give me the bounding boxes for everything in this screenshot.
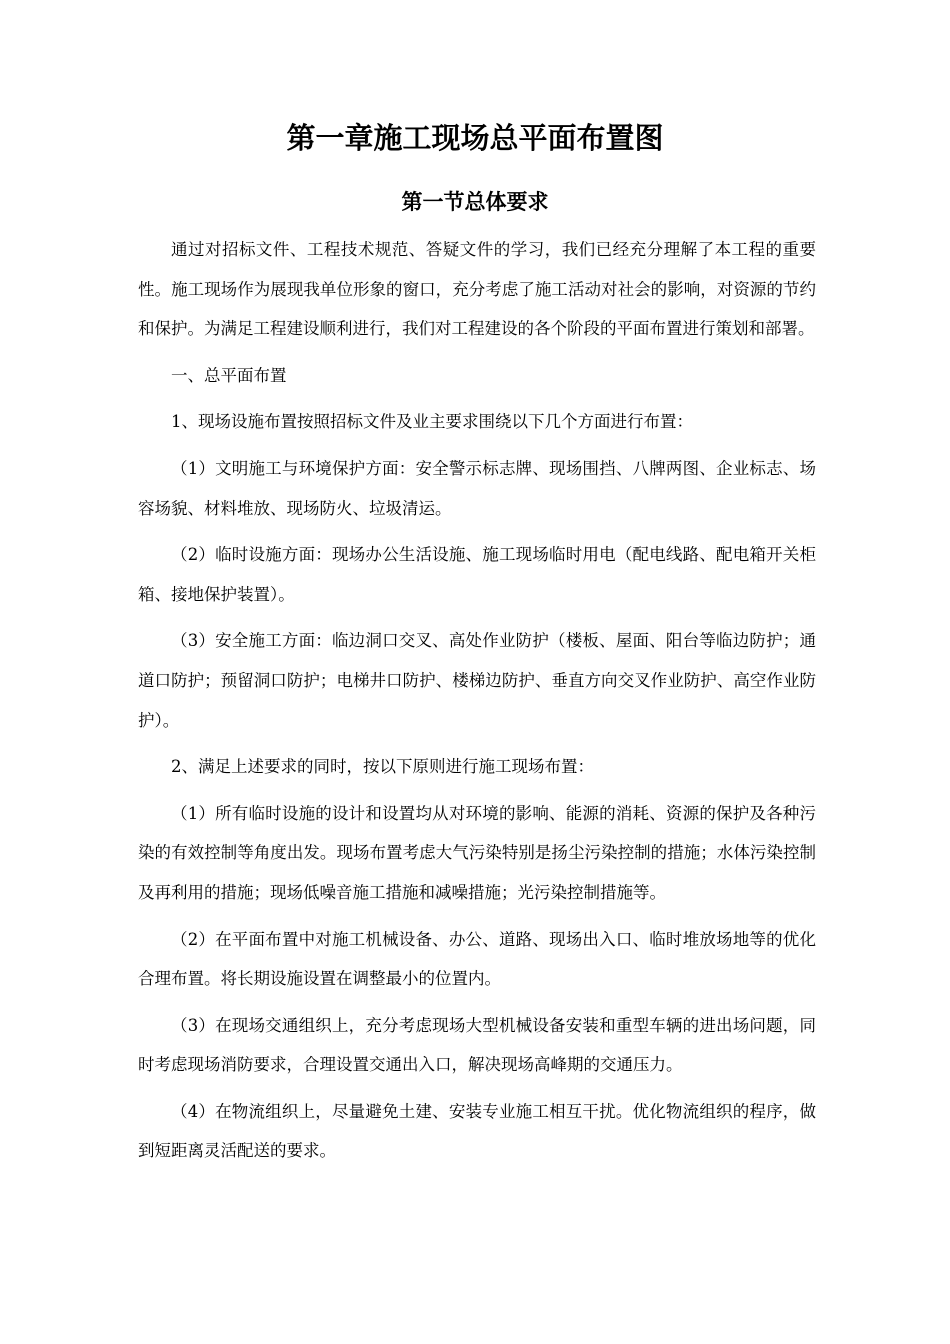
item-2-3-paragraph: （3）在现场交通组织上，充分考虑现场大型机械设备安装和重型车辆的进出场问题，同时考虑现场消防要求，合理设置交通出入口，解决现场高峰期的交通压力。	[138, 1015, 816, 1075]
item-1-1-paragraph: （1）文明施工与环境保护方面：安全警示标志牌、现场围挡、八牌两图、企业标志、场容场貌、材料堆放、现场防火、垃圾清运。	[138, 458, 816, 518]
item-1-2-paragraph: （2）临时设施方面：现场办公生活设施、施工现场临时用电（配电线路、配电箱开关柜箱、接地保护装置）。	[138, 545, 816, 604]
item-1-paragraph: 1、现场设施布置按照招标文件及业主要求围绕以下几个方面进行布置：	[171, 412, 693, 432]
item-2-2-paragraph: （2）在平面布置中对施工机械设备、办公、道路、现场出入口、临时堆放场地等的优化合理布置。将长期设施设置在调整最小的位置内。	[138, 929, 816, 989]
chapter-title: 第一章施工现场总平面布置图	[286, 121, 664, 155]
document-body	[138, 230, 816, 1178]
intro-paragraph: 通过对招标文件、工程技术规范、答疑文件的学习，我们已经充分理解了本工程的重要性。施工现场作为展现我单位形象的窗口，充分考虑了施工活动对社会的影响，对资源的节约和保护。为满足工程建设顺利进行，我们对工程建设的各个阶段的平面布置进行策划和部署。	[138, 240, 816, 339]
item-2-paragraph: 2、满足上述要求的同时，按以下原则进行施工现场布置：	[171, 757, 594, 777]
item-1-3-paragraph: （3）安全施工方面：临边洞口交叉、高处作业防护（楼板、屋面、阳台等临边防护；通道口防护；预留洞口防护；电梯井口防护、楼梯边防护、垂直方向交叉作业防护、高空作业防护）。	[138, 631, 816, 730]
section-title: 第一节总体要求	[401, 189, 549, 214]
item-2-4-paragraph: （4）在物流组织上，尽量避免土建、安装专业施工相互干扰。优化物流组织的程序，做到短距离灵活配送的要求。	[138, 1101, 816, 1161]
item-2-1-paragraph: （1）所有临时设施的设计和设置均从对环境的影响、能源的消耗、资源的保护及各种污染的有效控制等角度出发。现场布置考虑大气污染特别是扬尘污染控制的措施；水体污染控制及再利用的措施；现场低噪音施工措施和减噪措施；光污染控制措施等。	[138, 803, 816, 902]
heading-general-layout: 一、总平面布置	[171, 365, 287, 385]
